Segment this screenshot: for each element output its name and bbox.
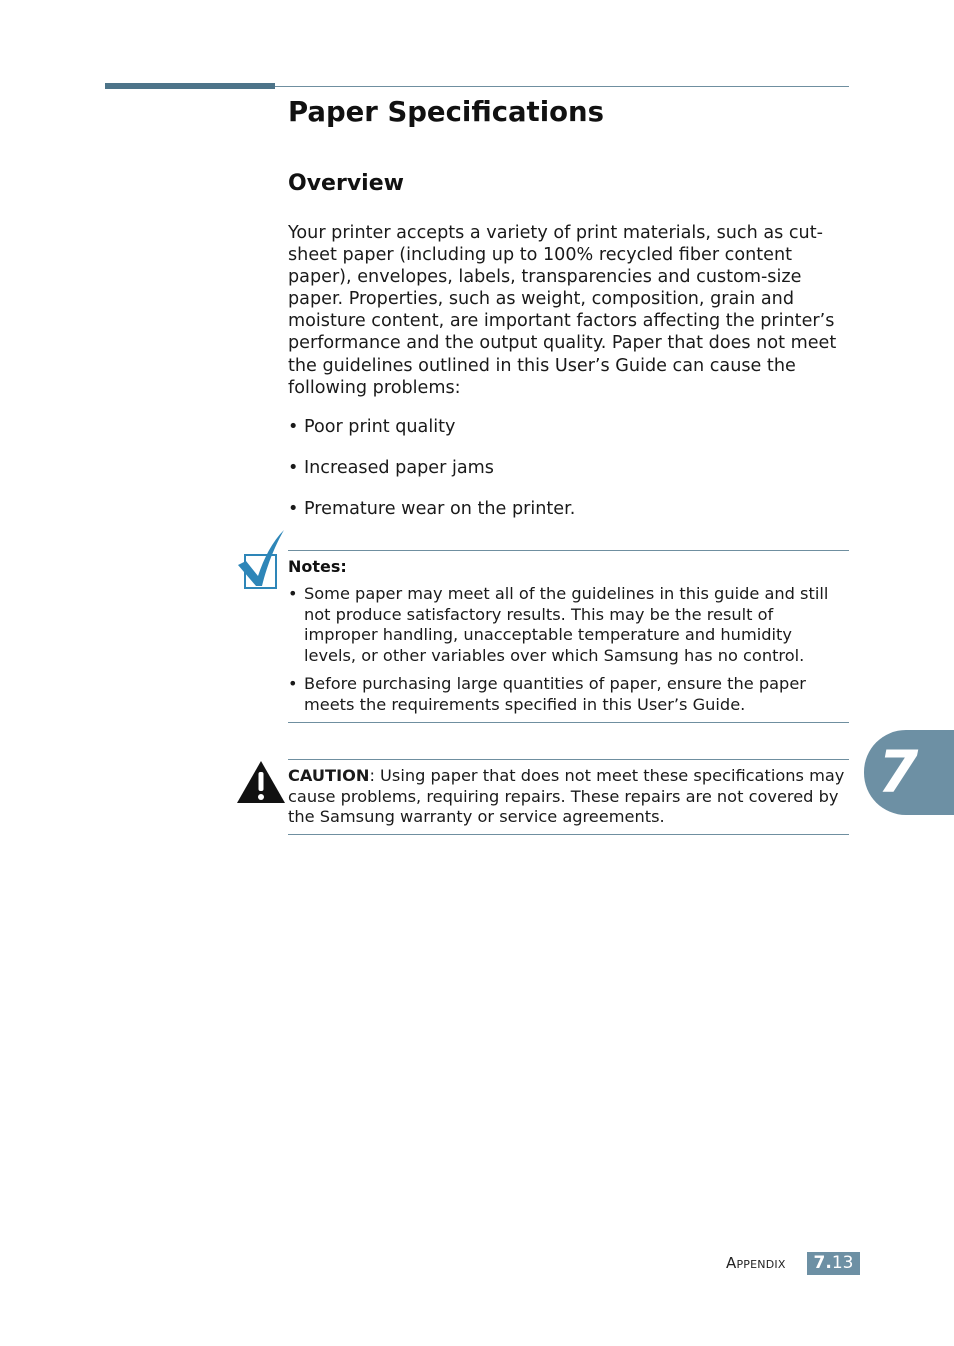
page-chapter: 7. xyxy=(813,1253,832,1273)
page-number xyxy=(807,1252,860,1275)
caution-text xyxy=(288,766,849,828)
caution-body: : Using paper that does not meet these specifications may cause problems, requiring repairs. These repairs are not covered by the Samsung warranty or service agreements. xyxy=(288,766,845,826)
notes-rule-top xyxy=(288,550,849,551)
note-text: Some paper may meet all of the guidelines in this guide and still not produce satisfactory results. This may be the result of improper handling, unacceptable temperature and humidity levels, or other variables over which Samsung has no control. xyxy=(304,584,829,665)
caution-rule-top xyxy=(288,759,849,760)
caution-rule-bottom xyxy=(288,834,849,835)
note-item xyxy=(288,584,849,666)
problem-item: • Premature wear on the printer. xyxy=(288,499,576,519)
header-rule-thin xyxy=(275,86,849,87)
note-item xyxy=(288,674,849,715)
note-text: Before purchasing large quantities of paper, ensure the paper meets the requirements specified in this User’s Guide. xyxy=(304,674,806,714)
caution-label: CAUTION xyxy=(288,766,370,785)
chapter-number: 7 xyxy=(878,738,919,806)
note-bullet: • xyxy=(288,674,298,693)
warning-triangle-icon xyxy=(236,760,286,804)
section-title: Overview xyxy=(288,171,404,196)
intro-paragraph: Your printer accepts a variety of print materials, such as cut-sheet paper (including up to 100% recycled fiber content paper), envelopes, labels, transparencies and custom-size paper. Properties, such as weight, composition, grain and moisture content, are important factors affecting the printer’s performance and the output quality. Paper that does not meet the guidelines outlined in this User’s Guide can cause the following problems: xyxy=(288,223,837,398)
page-index: 13 xyxy=(831,1253,854,1273)
note-bullet: • xyxy=(288,584,298,603)
page-title: Paper Specifications xyxy=(288,96,604,128)
footer-section-label: Appendix xyxy=(726,1254,786,1272)
problem-item: • Increased paper jams xyxy=(288,458,494,478)
checkmark-note-icon xyxy=(236,528,286,592)
notes-heading: Notes: xyxy=(288,557,347,576)
header-rule-thick xyxy=(105,83,275,89)
notes-rule-bottom xyxy=(288,722,849,723)
problem-item: • Poor print quality xyxy=(288,417,456,437)
